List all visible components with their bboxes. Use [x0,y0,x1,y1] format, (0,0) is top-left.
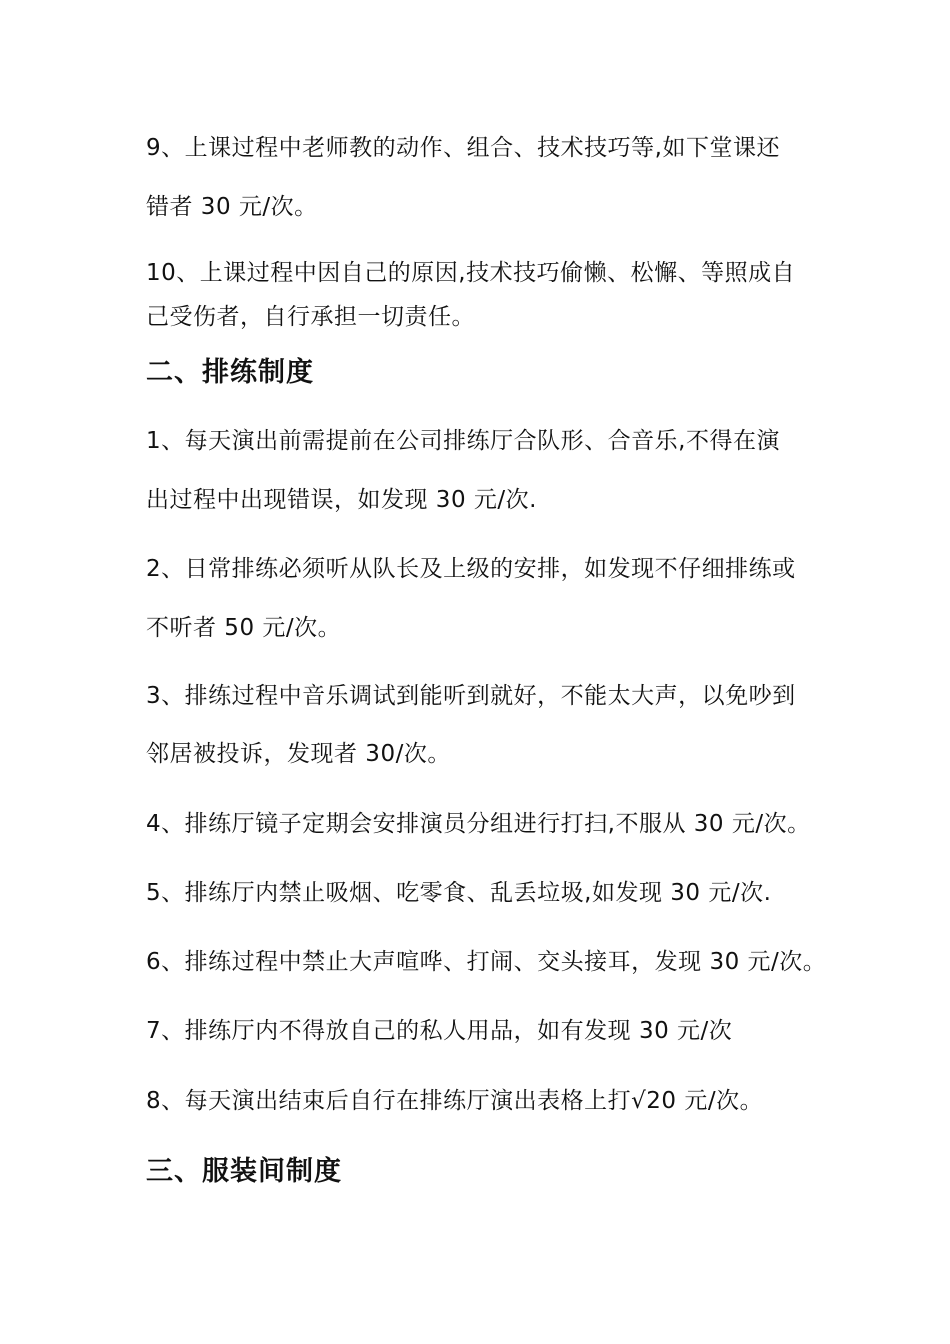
rehearsal-rule-2-line-2: 不听者 50 元/次。 [146,615,342,641]
rehearsal-rule-1-line-1: 1、每天演出前需提前在公司排练厅合队形、合音乐,不得在演 [146,428,780,454]
rehearsal-rule-2-line-1: 2、日常排练必须听从队长及上级的安排，如发现不仔细排练或 [146,556,796,582]
section-heading-rehearsal: 二、排练制度 [146,357,314,388]
rehearsal-rule-5: 5、排练厅内禁止吸烟、吃零食、乱丢垃圾,如发现 30 元/次. [146,880,772,906]
rehearsal-rule-4: 4、排练厅镜子定期会安排演员分组进行打扫,不服从 30 元/次。 [146,811,811,837]
rehearsal-rule-7: 7、排练厅内不得放自己的私人用品，如有发现 30 元/次 [146,1018,733,1044]
rehearsal-rule-3-line-2: 邻居被投诉，发现者 30/次。 [146,741,451,767]
section-heading-costume-room: 三、服装间制度 [146,1156,342,1187]
rehearsal-rule-6: 6、排练过程中禁止大声喧哗、打闹、交头接耳，发现 30 元/次。 [146,949,827,975]
rule-10-line-1: 10、上课过程中因自己的原因,技术技巧偷懒、松懈、等照成自 [146,260,796,286]
rehearsal-rule-3-line-1: 3、排练过程中音乐调试到能听到就好，不能太大声，以免吵到 [146,683,796,709]
rule-9-line-1: 9、上课过程中老师教的动作、组合、技术技巧等,如下堂课还 [146,135,780,161]
rule-10-line-2: 己受伤者，自行承担一切责任。 [146,304,475,330]
rule-9-line-2: 错者 30 元/次。 [146,194,318,220]
rehearsal-rule-8: 8、每天演出结束后自行在排练厅演出表格上打√20 元/次。 [146,1088,764,1114]
rehearsal-rule-1-line-2: 出过程中出现错误，如发现 30 元/次. [146,487,537,513]
